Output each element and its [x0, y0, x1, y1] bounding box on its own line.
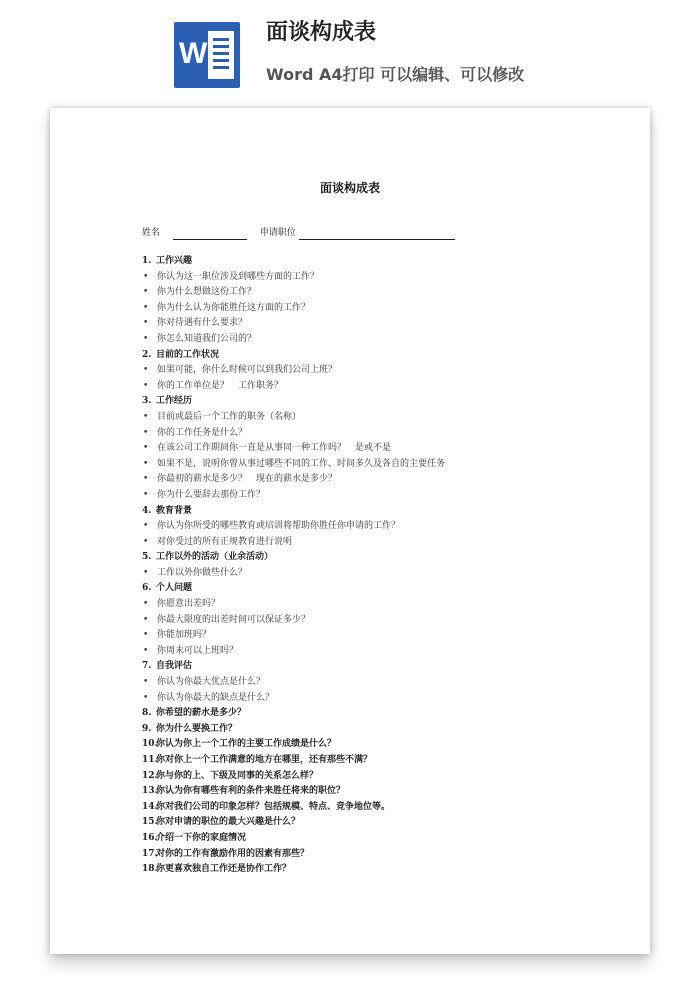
section-heading: [142, 504, 572, 520]
bullet-icon: •: [143, 567, 149, 578]
bullet-icon: •: [143, 380, 149, 391]
question-item: [142, 519, 572, 535]
question-text: 你愿意出差吗？: [157, 599, 221, 610]
question-item: [142, 426, 572, 442]
question-text: 你为什么要辞去那份工作？: [157, 489, 266, 500]
question-item: [142, 270, 572, 286]
question-text: 你最初的薪水是多少？ 现在的薪水是多少？: [157, 474, 338, 485]
question-text: 你认为这一职位涉及到哪些方面的工作？: [157, 271, 320, 282]
question-text: 你认为你最大优点是什么？: [157, 677, 266, 688]
bullet-icon: •: [143, 521, 149, 532]
question-item: [142, 457, 572, 473]
question-item: [142, 441, 572, 457]
section-title: 你希望的薪水是多少？: [156, 708, 247, 719]
question-text: 你为什么想做这份工作？: [157, 287, 257, 298]
section-number: 18.: [142, 864, 158, 875]
question-item: [142, 316, 572, 332]
bullet-icon: •: [143, 411, 149, 422]
position-label: 申请职位: [259, 228, 296, 238]
section-number: 13.: [142, 786, 158, 797]
section-number: 10.: [142, 739, 158, 750]
section-number: 11.: [142, 755, 158, 765]
bullet-icon: •: [143, 474, 149, 485]
section-heading: [142, 831, 572, 847]
question-item: [142, 613, 572, 629]
question-item: [142, 379, 572, 395]
bullet-icon: •: [143, 599, 149, 610]
banner-header: [0, 0, 700, 100]
section-heading: [142, 659, 572, 675]
section-title: 教育背景: [156, 505, 193, 516]
bullet-icon: •: [143, 458, 149, 469]
question-item: [142, 644, 572, 660]
section-title: 工作经历: [156, 396, 193, 407]
banner-subtitle: Word A4打印 可以编辑、可以修改: [266, 65, 525, 84]
bullet-icon: •: [143, 614, 149, 625]
question-text: 你最大限度的出差时间可以保证多少？: [157, 614, 311, 625]
applicant-fields: [142, 226, 562, 240]
section-title: 你对我们公司的印象怎样？包括规模、特点、竞争地位等。: [156, 801, 391, 812]
section-title: 你更喜欢独自工作还是协作工作？: [156, 864, 292, 875]
section-number: 17.: [142, 848, 158, 859]
section-title: 自我评估: [156, 661, 193, 672]
question-text: 你的工作任务是什么？: [157, 427, 248, 438]
section-number: 15.: [142, 817, 158, 828]
document-title: 面谈构成表: [319, 181, 380, 195]
name-field-line: [173, 227, 247, 240]
question-item: [142, 332, 572, 348]
word-letter: W: [179, 37, 208, 70]
section-heading: [142, 769, 572, 785]
question-item: [142, 628, 572, 644]
bullet-icon: •: [143, 692, 149, 703]
section-title: 你对申请的职位的最大兴趣是什么？: [156, 817, 301, 828]
question-text: 如果不是，说明你曾从事过哪些不同的工作、时间多久及各自的主要任务: [157, 458, 446, 469]
section-heading: [142, 847, 572, 863]
section-title: 介绍一下你的家庭情况: [156, 832, 247, 843]
section-number: 4.: [142, 505, 152, 516]
question-text: 工作以外你做些什么？: [157, 567, 248, 578]
question-text: 在该公司工作期间你一直是从事同一种工作吗？ 是或不是: [157, 443, 392, 454]
section-title: 工作兴趣: [156, 256, 193, 266]
section-title: 你与你的上、下级及同事的关系怎么样？: [156, 770, 319, 781]
section-heading: [142, 862, 572, 878]
name-label: 姓名: [142, 228, 161, 238]
section-heading: [142, 550, 572, 566]
word-document-icon: [174, 22, 240, 88]
banner-title: 面谈构成表: [266, 20, 377, 45]
section-heading: [142, 581, 572, 597]
section-heading: [142, 815, 572, 831]
section-heading: [142, 394, 572, 410]
bullet-icon: •: [143, 536, 149, 547]
section-title: 个人问题: [156, 583, 193, 594]
section-number: 9.: [142, 723, 152, 734]
question-item: [142, 472, 572, 488]
section-number: 5.: [142, 552, 152, 563]
question-item: [142, 410, 572, 426]
section-heading: [142, 706, 572, 722]
question-item: [142, 597, 572, 613]
bullet-icon: •: [143, 645, 149, 656]
bullet-icon: •: [143, 443, 149, 454]
question-item: [142, 363, 572, 379]
section-title: 你认为你上一个工作的主要工作成绩是什么？: [156, 739, 337, 750]
section-number: 12.: [142, 770, 158, 781]
section-number: 1.: [142, 256, 152, 266]
bullet-icon: •: [143, 302, 149, 313]
bullet-icon: •: [143, 677, 149, 688]
section-heading: [142, 254, 572, 270]
section-number: 16.: [142, 832, 158, 843]
section-title: 目前的工作状况: [156, 349, 220, 360]
section-title: 对你的工作有激励作用的因素有那些？: [156, 848, 310, 859]
question-text: 目前或最后一个工作的职务（名称）: [157, 411, 302, 422]
question-text: 你能加班吗？: [157, 630, 212, 641]
question-item: [142, 301, 572, 317]
question-text: 你为什么认为你能胜任这方面的工作？: [157, 302, 311, 313]
bullet-icon: •: [143, 427, 149, 438]
question-text: 你周末可以上班吗？: [157, 645, 239, 656]
question-text: 如果可能，你什么时候可以到我们公司上班？: [157, 365, 338, 376]
bullet-icon: •: [143, 333, 149, 344]
section-title: 你为什么要换工作？: [156, 723, 238, 734]
question-item: [142, 285, 572, 301]
section-heading: [142, 348, 572, 364]
question-item: [142, 691, 572, 707]
question-item: [142, 488, 572, 504]
section-title: 你认为你有哪些有利的条件来胜任将来的职位？: [156, 786, 346, 797]
bullet-icon: •: [143, 489, 149, 500]
section-number: 14.: [142, 801, 158, 812]
question-text: 你怎么知道我们公司的？: [157, 333, 257, 344]
section-heading: [142, 753, 572, 769]
question-list: [142, 254, 572, 878]
bullet-icon: •: [143, 365, 149, 376]
section-title: 工作以外的活动（业余活动）: [156, 552, 274, 563]
section-number: 3.: [142, 396, 152, 407]
question-text: 你认为你最大的缺点是什么？: [157, 692, 275, 703]
bullet-icon: •: [143, 271, 149, 282]
question-item: [142, 566, 572, 582]
section-title: 你对你上一个工作满意的地方在哪里，还有那些不满？: [156, 755, 373, 765]
question-item: [142, 675, 572, 691]
question-item: [142, 535, 572, 551]
question-text: 你认为你所受的哪些教育或培训将帮助你胜任你申请的工作？: [157, 521, 401, 532]
section-heading: [142, 800, 572, 816]
section-number: 8.: [142, 708, 152, 719]
section-heading: [142, 784, 572, 800]
question-text: 对你受过的所有正规教育进行说明: [157, 536, 293, 547]
section-heading: [142, 737, 572, 753]
section-number: 2.: [142, 349, 152, 360]
bullet-icon: •: [143, 630, 149, 641]
bullet-icon: •: [143, 287, 149, 298]
question-text: 你的工作单位是？ 工作职务？: [157, 380, 284, 391]
section-number: 7.: [142, 661, 152, 672]
bullet-icon: •: [143, 318, 149, 329]
position-field-line: [299, 227, 455, 240]
section-heading: [142, 722, 572, 738]
section-number: 6.: [142, 583, 152, 594]
document-page: [50, 108, 650, 954]
question-text: 你对待遇有什么要求？: [157, 318, 248, 329]
